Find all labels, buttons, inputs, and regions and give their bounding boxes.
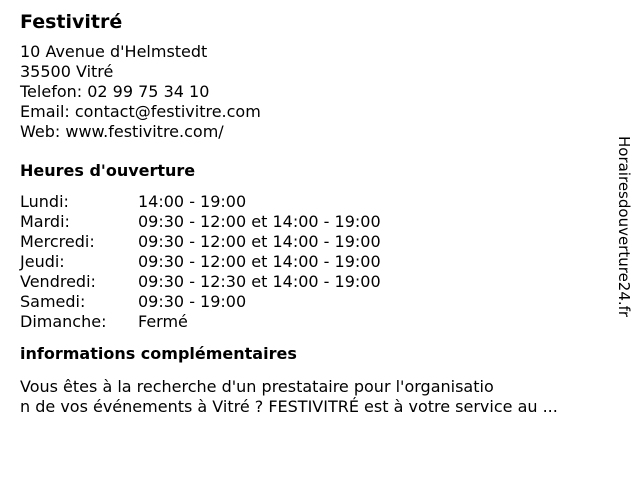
business-card — [20, 10, 610, 417]
hours-row-wednesday — [20, 232, 610, 252]
hours-row-monday — [20, 192, 610, 212]
hours-time: 14:00 - 19:00 — [138, 192, 247, 211]
address-street: 10 Avenue d'Helmstedt — [20, 42, 208, 61]
contact-block — [20, 42, 610, 142]
hours-time: 09:30 - 12:30 et 14:00 - 19:00 — [138, 272, 381, 291]
hours-row-thursday — [20, 252, 610, 272]
additional-info-line-2: n de vos événements à Vitré ? FESTIVITRÉ est à votre service au ... — [20, 397, 558, 416]
hours-time: 09:30 - 19:00 — [138, 292, 247, 311]
hours-row-friday — [20, 272, 610, 292]
website-url: Web: www.festivitre.com/ — [20, 122, 224, 141]
phone-number: Telefon: 02 99 75 34 10 — [20, 82, 210, 101]
hours-day: Vendredi: — [20, 272, 96, 291]
hours-time: 09:30 - 12:00 et 14:00 - 19:00 — [138, 252, 381, 271]
hours-day: Mercredi: — [20, 232, 95, 251]
opening-hours-table — [20, 192, 610, 332]
hours-day: Lundi: — [20, 192, 69, 211]
hours-day: Mardi: — [20, 212, 70, 231]
address-city: 35500 Vitré — [20, 62, 114, 81]
hours-row-saturday — [20, 292, 610, 312]
hours-day: Dimanche: — [20, 312, 107, 331]
hours-row-tuesday — [20, 212, 610, 232]
hours-day: Samedi: — [20, 292, 86, 311]
hours-day: Jeudi: — [20, 252, 65, 271]
opening-hours-heading: Heures d'ouverture — [20, 161, 196, 180]
hours-time: 09:30 - 12:00 et 14:00 - 19:00 — [138, 212, 381, 231]
site-watermark: Horairesdouverture24.fr — [615, 136, 633, 318]
business-name: Festivitré — [20, 11, 123, 33]
hours-row-sunday — [20, 312, 610, 332]
hours-time: 09:30 - 12:00 et 14:00 - 19:00 — [138, 232, 381, 251]
email-address: Email: contact@festivitre.com — [20, 102, 261, 121]
additional-info-heading: informations complémentaires — [20, 344, 297, 363]
hours-time: Fermé — [138, 312, 188, 331]
additional-info-line-1: Vous êtes à la recherche d'un prestataire pour l'organisatio — [20, 377, 494, 396]
